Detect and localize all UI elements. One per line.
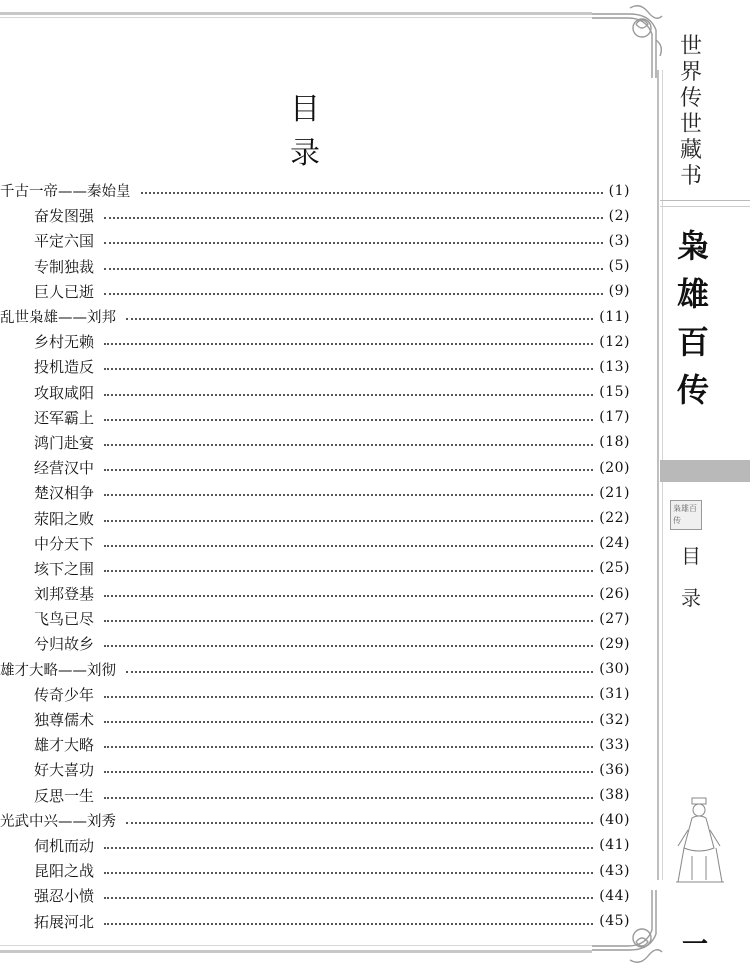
toc-page-number: (31) (599, 686, 630, 703)
dot-leader (104, 745, 593, 748)
dot-leader (104, 619, 593, 622)
dot-leader (141, 191, 603, 194)
book-title: 枭雄百传 (676, 227, 709, 409)
toc-entry-title: 攻取咸阳 (0, 382, 100, 403)
toc-section-row[interactable] (0, 757, 630, 782)
toc-page-number: (45) (599, 913, 630, 930)
toc-page-number: (18) (599, 434, 630, 451)
toc-page-number: (9) (608, 283, 630, 300)
toc-section-row[interactable] (0, 279, 630, 304)
toc-page-number: (17) (599, 409, 630, 426)
toc-page-number: (26) (599, 585, 630, 602)
dot-leader (126, 670, 593, 673)
emperor-figure-illustration (662, 790, 734, 890)
toc-page-number: (27) (599, 610, 630, 627)
table-of-contents (0, 178, 630, 934)
toc-page-number: (21) (599, 484, 630, 501)
toc-entry-title: 刘邦登基 (0, 583, 100, 604)
toc-section-row[interactable] (0, 228, 630, 253)
toc-section-row[interactable] (0, 606, 630, 631)
toc-page-number: (12) (599, 333, 630, 350)
toc-entry-title: 鸿门赴宴 (0, 432, 100, 453)
toc-entry-title: 伺机而动 (0, 835, 100, 856)
toc-entry-title: 还军霸上 (0, 407, 100, 428)
side-divider (660, 200, 750, 201)
toc-entry-title: 兮归故乡 (0, 633, 100, 654)
toc-section-row[interactable] (0, 430, 630, 455)
toc-page-number: (43) (599, 862, 630, 879)
toc-entry-title: 垓下之围 (0, 558, 100, 579)
toc-section-row[interactable] (0, 380, 630, 405)
dot-leader (104, 896, 593, 899)
toc-section-row[interactable] (0, 354, 630, 379)
toc-page-number: (11) (599, 308, 630, 325)
toc-chapter-row[interactable] (0, 808, 630, 833)
toc-entry-title: 独尊儒术 (0, 709, 100, 730)
bottom-border (0, 950, 592, 953)
seal-stamp (670, 500, 702, 530)
dot-leader (104, 468, 593, 471)
toc-page-number: (2) (608, 207, 630, 224)
dot-leader (104, 418, 593, 421)
toc-entry-title: 反思一生 (0, 785, 100, 806)
toc-entry-title: 雄才大略 (0, 734, 100, 755)
toc-section-row[interactable] (0, 732, 630, 757)
seal-text: 枭雄百传 (673, 504, 697, 525)
toc-entry-title: 昆阳之战 (0, 860, 100, 881)
toc-entry-title: 光武中兴——刘秀 (0, 810, 122, 831)
dot-leader (104, 846, 593, 849)
dot-leader (104, 216, 603, 219)
dot-leader (104, 871, 593, 874)
toc-page-number: (33) (599, 736, 630, 753)
toc-entry-title: 强忍小愤 (0, 885, 100, 906)
toc-page-number: (41) (599, 837, 630, 854)
dot-leader (104, 720, 593, 723)
toc-chapter-row[interactable] (0, 178, 630, 203)
toc-page-number: (29) (599, 635, 630, 652)
toc-page-number: (32) (599, 711, 630, 728)
top-border-inner (0, 17, 592, 18)
dot-leader (104, 519, 593, 522)
toc-section-row[interactable] (0, 329, 630, 354)
toc-page-number: (20) (599, 459, 630, 476)
toc-page-number: (30) (599, 661, 630, 678)
toc-section-row[interactable] (0, 707, 630, 732)
toc-entry-title: 投机造反 (0, 356, 100, 377)
toc-entry-title: 荥阳之败 (0, 508, 100, 529)
dot-leader (104, 644, 593, 647)
toc-entry-title: 千古一帝——秦始皇 (0, 180, 137, 201)
toc-page-number: (25) (599, 560, 630, 577)
toc-section-row[interactable] (0, 833, 630, 858)
toc-page-number: (36) (599, 761, 630, 778)
dot-leader (104, 770, 593, 773)
toc-entry-title: 奋发图强 (0, 205, 100, 226)
dot-leader (104, 367, 593, 370)
dot-leader (104, 493, 593, 496)
toc-entry-title: 巨人已逝 (0, 281, 100, 302)
toc-section-row[interactable] (0, 203, 630, 228)
toc-section-row[interactable] (0, 581, 630, 606)
corner-ornament-top (590, 0, 670, 80)
toc-entry-title: 乡村无赖 (0, 331, 100, 352)
dot-leader (104, 544, 593, 547)
toc-section-row[interactable] (0, 405, 630, 430)
dot-leader (104, 342, 593, 345)
toc-page-number: (38) (599, 787, 630, 804)
dot-leader (104, 241, 603, 244)
toc-page-number: (15) (599, 384, 630, 401)
dot-leader (104, 695, 593, 698)
toc-page-number: (24) (599, 535, 630, 552)
toc-page-number: (3) (608, 232, 630, 249)
toc-page-number: (5) (608, 258, 630, 275)
toc-section-row[interactable] (0, 883, 630, 908)
right-border (657, 70, 659, 880)
toc-section-row[interactable] (0, 858, 630, 883)
toc-page-number: (1) (608, 182, 630, 199)
toc-page-number: (13) (599, 358, 630, 375)
toc-page-number: (22) (599, 510, 630, 527)
toc-entry-title: 雄才大略——刘彻 (0, 659, 122, 680)
toc-section-row[interactable] (0, 505, 630, 530)
toc-entry-title: 乱世枭雄——刘邦 (0, 306, 122, 327)
dot-leader (104, 922, 593, 925)
toc-section-row[interactable] (0, 682, 630, 707)
page-number: 一 (682, 930, 709, 960)
bottom-border-inner (0, 945, 592, 946)
toc-chapter-row[interactable] (0, 304, 630, 329)
toc-entry-title: 经营汉中 (0, 457, 100, 478)
series-title: 世界传世藏书 (679, 34, 702, 189)
toc-section-row[interactable] (0, 480, 630, 505)
toc-chapter-row[interactable] (0, 657, 630, 682)
dot-leader (104, 292, 603, 295)
dot-leader (104, 443, 593, 446)
toc-page-number: (44) (599, 887, 630, 904)
dot-leader (104, 594, 593, 597)
top-border (0, 12, 592, 15)
toc-section-row[interactable] (0, 531, 630, 556)
dot-leader (104, 569, 593, 572)
toc-entry-title: 好大喜功 (0, 759, 100, 780)
toc-entry-title: 平定六国 (0, 230, 100, 251)
dot-leader (104, 267, 603, 270)
page-title: 目录 (290, 92, 356, 171)
toc-entry-title: 专制独裁 (0, 256, 100, 277)
toc-entry-title: 飞鸟已尽 (0, 608, 100, 629)
dot-leader (126, 821, 593, 824)
toc-section-row[interactable] (0, 908, 630, 933)
dot-leader (126, 317, 593, 320)
toc-section-row[interactable] (0, 455, 630, 480)
toc-entry-title: 楚汉相争 (0, 482, 100, 503)
toc-page-number: (40) (599, 812, 630, 829)
side-divider-inner (660, 206, 750, 207)
toc-entry-title: 拓展河北 (0, 911, 100, 932)
dot-leader (104, 393, 593, 396)
toc-section-row[interactable] (0, 556, 630, 581)
toc-entry-title: 传奇少年 (0, 684, 100, 705)
toc-entry-title: 中分天下 (0, 533, 100, 554)
toc-section-row[interactable] (0, 631, 630, 656)
dot-leader (104, 796, 593, 799)
toc-section-row[interactable] (0, 254, 630, 279)
side-section-label: 目录 (681, 544, 701, 610)
side-band (660, 460, 750, 482)
toc-section-row[interactable] (0, 783, 630, 808)
